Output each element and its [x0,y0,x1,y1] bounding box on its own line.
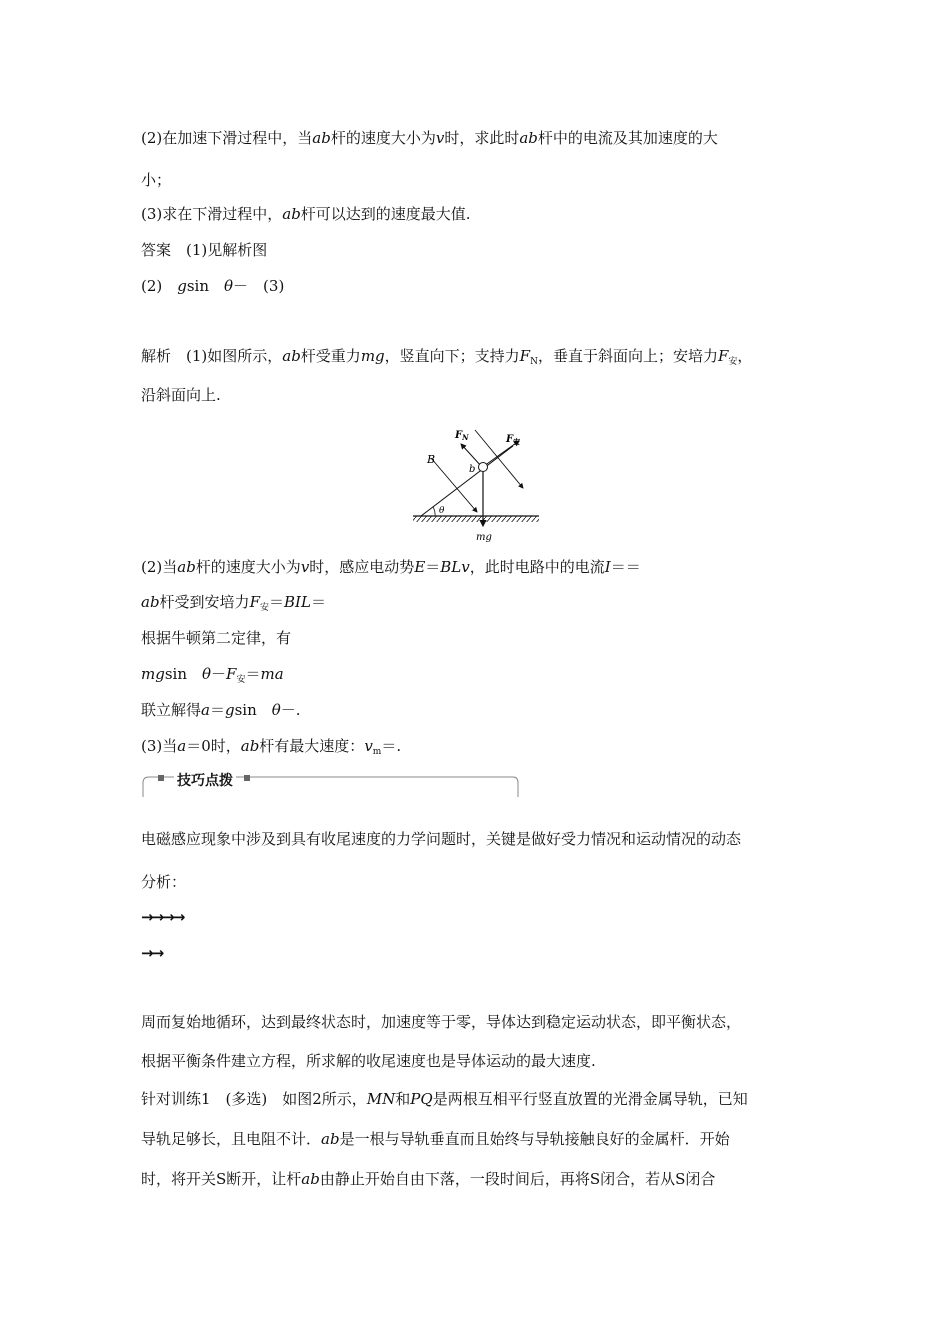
training-line-2: 导轨足够长，且电阻不计．ab是一根与导轨垂直而且始终与导轨接触良好的金属杆．开始 [141,1130,730,1148]
rod-b [479,463,488,472]
ground-hatch [413,516,539,522]
tip-line-3: 周而复始地循环，达到最终状态时，加速度等于零，导体达到稳定运动状态，即平衡状态， [141,1013,742,1031]
label-fa: $F_安$ [506,434,521,446]
tip-line-2: 分析： [141,873,187,891]
solution-line-4: mgsin $\theta-F_安=ma$ [141,665,284,685]
training-line-1: 针对训练1 (多选) 如图2所示，MN和PQ是两根互相平行竖直放置的光滑金属导轨，已知 [141,1090,748,1108]
label-mg: mg [476,532,492,543]
tip-line-1: 电磁感应现象中涉及到具有收尾速度的力学问题时，关键是做好受力情况和运动情况的动态 [141,830,742,848]
answer-line-2: (2) gsin θ－ (3) [141,277,285,295]
force-diagram [405,422,545,544]
analysis-line-2: 沿斜面向上. [141,386,221,404]
tip-title: 技巧点拨 [174,772,236,790]
question-2-line-2: 小； [141,171,172,189]
solution-line-3: 根据牛顿第二定律，有 [141,629,292,647]
training-line-3: 时，将开关S断开，让杆ab由静止开始自由下落，一段时间后，再将S闭合，若从S闭合 [141,1170,716,1188]
tip-left-square [158,775,164,781]
analysis-line-1: 解析 (1)如图所示，ab杆受重力mg，竖直向下；支持力$F_N$，垂直于斜面向上；安培力$F_安$， [141,347,753,367]
solution-line-5: 联立解得a＝gsin θ－. [141,701,301,719]
theta-arc [433,507,435,516]
label-b-field: B [427,453,436,466]
solution-line-6: (3)当a＝0时，ab杆有最大速度：$v_m=$. [141,737,402,757]
label-b-point: b [469,464,476,475]
answer-heading: 答案 (1)见解析图 [141,241,268,259]
solution-line-1: (2)当ab杆的速度大小为v时，感应电动势E＝BLv，此时电路中的电流I＝＝ [141,558,641,576]
question-2-line-1: (2)在加速下滑过程中，当ab杆的速度大小为v时，求此时ab杆中的电流及其加速度的大 [141,129,718,147]
flow-arrows-2: →→ [141,944,163,962]
label-theta: θ [439,506,445,516]
flow-arrows-1: →→→→ [141,908,184,926]
tip-right-square [244,775,250,781]
solution-line-2: ab杆受到安培力$F_安=BIL=$ [141,593,326,613]
tip-line-4: 根据平衡条件建立方程，所求解的收尾速度也是导体运动的最大速度. [141,1052,596,1070]
question-3: (3)求在下滑过程中，ab杆可以达到的速度最大值. [141,205,471,223]
label-fn: $F_N$ [455,430,469,442]
